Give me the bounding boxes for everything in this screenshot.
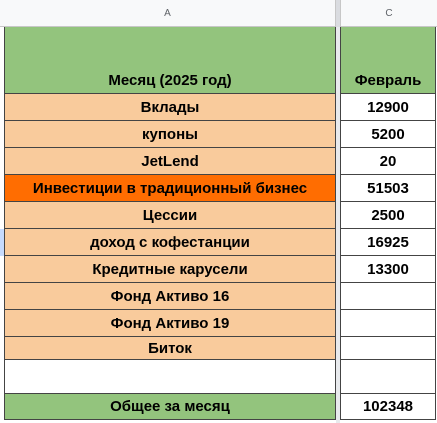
row-value-cell[interactable]: 51503 [340,175,436,202]
row-value-cell[interactable] [340,337,436,360]
total-label-cell[interactable]: Общее за месяц [4,394,336,420]
table-row [0,310,437,337]
row-value-cell[interactable]: 20 [340,148,436,175]
column-header-a[interactable]: A [0,0,336,27]
table-row [0,175,437,202]
table-row [0,202,437,229]
table-row [0,283,437,310]
total-value-cell[interactable]: 102348 [340,394,436,420]
row-value-cell[interactable]: 13300 [340,256,436,283]
row-label-cell[interactable]: Вклады [4,94,336,121]
row-value-cell[interactable]: 5200 [340,121,436,148]
row-value-cell[interactable] [340,310,436,337]
header-row [0,27,437,94]
row-value-cell[interactable]: 16925 [340,229,436,256]
empty-label-cell[interactable] [4,360,336,394]
row-value-cell[interactable] [340,283,436,310]
row-label-cell[interactable]: Фонд Активо 19 [4,310,336,337]
row-label-cell[interactable]: доход с кофестанции [4,229,336,256]
row-label-cell[interactable]: Кредитные карусели [4,256,336,283]
header-label-cell[interactable]: Месяц (2025 год) [4,27,336,94]
table-row [0,94,437,121]
total-row [0,394,437,420]
header-value-cell[interactable]: Февраль [340,27,436,94]
row-label-cell[interactable]: Биток [4,337,336,360]
table-row [0,256,437,283]
table-row [0,148,437,175]
row-value-cell[interactable]: 12900 [340,94,436,121]
row-label-cell[interactable]: JetLend [4,148,336,175]
row-label-cell[interactable]: купоны [4,121,336,148]
empty-row [0,360,437,394]
row-value-cell[interactable]: 2500 [340,202,436,229]
table-row [0,229,437,256]
row-label-cell[interactable]: Фонд Активо 16 [4,283,336,310]
row-label-cell-highlighted[interactable]: Инвестиции в традиционный бизнес [4,175,336,202]
table-row [0,337,437,360]
table-row [0,121,437,148]
column-header-c[interactable]: C [340,0,437,27]
empty-value-cell[interactable] [340,360,436,394]
row-label-cell[interactable]: Цессии [4,202,336,229]
